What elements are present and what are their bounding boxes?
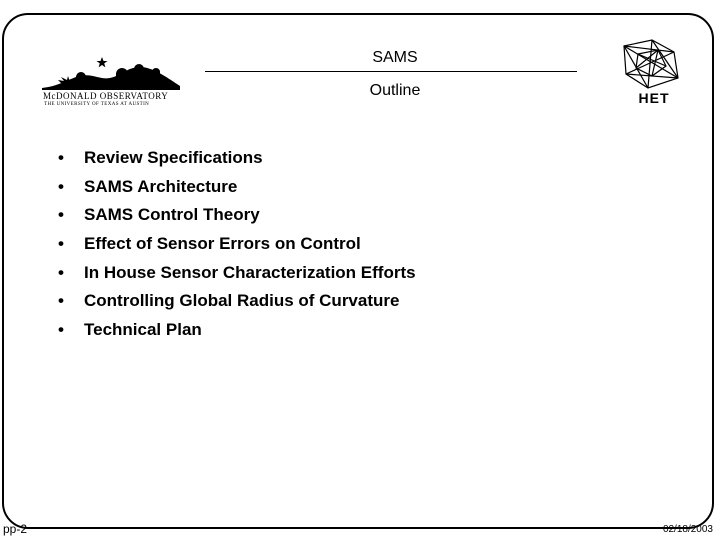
bullet-icon: • [58,234,64,254]
bullet-icon: • [58,291,64,311]
outline-item [58,146,416,175]
outline-item-text: Technical Plan [84,320,202,340]
outline-item-text: Review Specifications [84,148,263,167]
outline-item [58,232,416,261]
het-logo-label: HET [638,90,670,106]
outline-item-text: Effect of Sensor Errors on Control [84,234,361,254]
page-date: 02/18/2003 [662,524,713,535]
outline-item-text: SAMS Architecture [84,176,238,196]
outline-item [58,318,416,347]
bullet-icon: • [58,176,64,196]
outline-list [58,146,416,347]
hexagon-telescope-icon [612,36,692,96]
outline-item-text: SAMS Control Theory [84,205,260,225]
bullet-icon: • [58,320,64,340]
page-id: pp-2 [3,522,28,536]
outline-item-text: Controlling Global Radius of Curvature [84,291,400,311]
outline-item [58,175,416,204]
page-subtitle: Outline [369,82,421,99]
logo-name-line2: THE UNIVERSITY OF TEXAS AT AUSTIN [44,102,150,107]
page-title: SAMS [372,49,418,66]
outline-item-text: In House Sensor Characterization Efforts [84,262,416,282]
outline-item [58,289,416,318]
bullet-icon: • [58,148,64,167]
outline-item [58,203,416,232]
bullet-icon: • [58,262,64,282]
title-divider [205,71,577,72]
outline-item [58,261,416,290]
logo-name-line1: McDONALD OBSERVATORY [43,91,169,101]
bullet-icon: • [58,205,64,225]
observatory-silhouette-icon [40,50,182,92]
